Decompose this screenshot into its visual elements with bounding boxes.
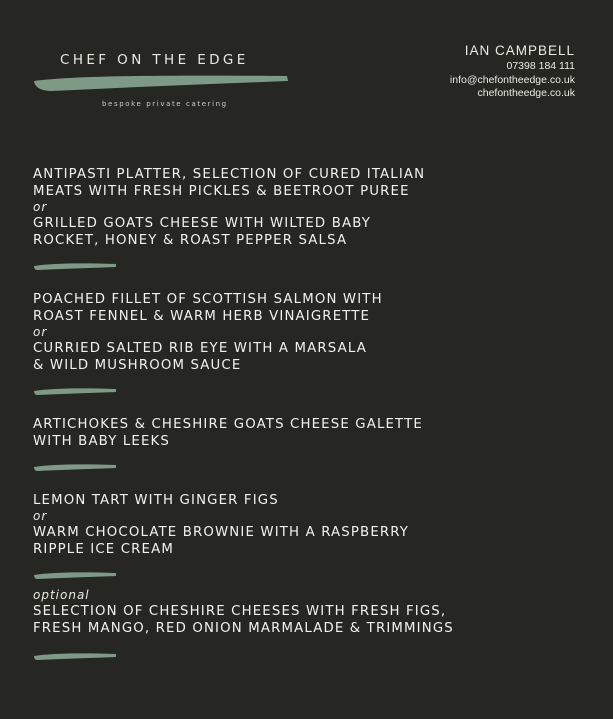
brush-divider xyxy=(33,386,117,396)
or-separator: or xyxy=(33,200,48,214)
or-separator: or xyxy=(33,509,48,523)
dish-line: & WILD MUSHROOM SAUCE xyxy=(33,358,242,373)
brush-divider xyxy=(33,570,117,580)
contact-email[interactable]: info@chefontheedge.co.uk xyxy=(449,73,575,86)
dish-line: ROCKET, HONEY & ROAST PEPPER SALSA xyxy=(33,233,348,248)
course-vegetarian xyxy=(33,416,593,472)
dish-line: WITH BABY LEEKS xyxy=(33,434,170,449)
dish-line: ARTICHOKES & CHESHIRE GOATS CHEESE GALETTE xyxy=(33,417,423,432)
course-mains xyxy=(33,291,593,396)
dish-line: GRILLED GOATS CHEESE WITH WILTED BABY xyxy=(33,216,372,231)
menu xyxy=(33,166,593,661)
course-cheese xyxy=(33,588,593,661)
dish-line: SELECTION OF CHESHIRE CHEESES WITH FRESH FIGS, xyxy=(33,604,447,619)
dish-line: ANTIPASTI PLATTER, SELECTION OF CURED ITALIAN xyxy=(33,167,426,182)
brush-divider xyxy=(33,261,117,271)
contact-website[interactable]: chefontheedge.co.uk xyxy=(477,87,575,99)
brush-stroke-logo xyxy=(32,72,290,92)
or-separator: or xyxy=(33,325,48,339)
contact-block xyxy=(450,42,575,101)
dish-line: ROAST FENNEL & WARM HERB VINAIGRETTE xyxy=(33,309,371,324)
dish-line: RIPPLE ICE CREAM xyxy=(33,542,174,557)
brush-divider xyxy=(33,462,117,472)
brush-divider xyxy=(33,651,117,661)
brand-tagline: bespoke private catering xyxy=(102,100,228,108)
dish-line: FRESH MANGO, RED ONION MARMALADE & TRIMMINGS xyxy=(33,621,454,636)
optional-label: optional xyxy=(33,588,90,602)
contact-name: IAN CAMPBELL xyxy=(464,43,575,58)
dish-line: WARM CHOCOLATE BROWNIE WITH A RASPBERRY xyxy=(33,525,410,540)
brand-name: CHEF ON THE EDGE xyxy=(60,52,249,68)
course-starters xyxy=(33,166,593,271)
dish-line: POACHED FILLET OF SCOTTISH SALMON WITH xyxy=(33,292,383,307)
dish-line: LEMON TART WITH GINGER FIGS xyxy=(33,493,279,508)
dish-line: MEATS WITH FRESH PICKLES & BEETROOT PUREE xyxy=(33,184,410,199)
dish-line: CURRIED SALTED RIB EYE WITH A MARSALA xyxy=(33,341,367,356)
contact-phone[interactable]: 07398 184 111 xyxy=(506,60,575,72)
course-desserts xyxy=(33,492,593,580)
